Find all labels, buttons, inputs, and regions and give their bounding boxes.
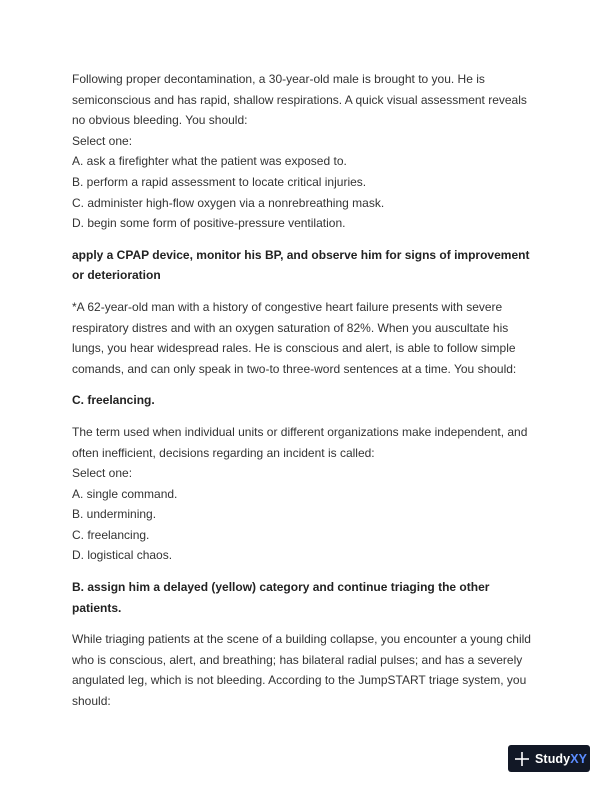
option-a: A. ask a firefighter what the patient was exposed to.: [72, 154, 347, 169]
question-4: [72, 629, 542, 711]
option-d: D. logistical chaos.: [72, 548, 173, 563]
answer-1-line: or deterioration: [72, 268, 161, 283]
answer-1: [72, 245, 542, 286]
question-1-line: no obvious bleeding. You should:: [72, 113, 248, 128]
question-1-line: semiconscious and has rapid, shallow respirations. A quick visual assessment reveals: [72, 92, 527, 107]
question-3-line: often inefficient, decisions regarding an incident is called:: [72, 445, 375, 460]
select-one-label: Select one:: [72, 466, 133, 481]
option-c: C. administer high-flow oxygen via a nonrebreathing mask.: [72, 195, 385, 210]
answer-3-line: patients.: [72, 600, 122, 615]
question-3: [72, 422, 542, 566]
answer-3: [72, 577, 542, 618]
question-4-line: angulated leg, which is not bleeding. According to the JumpSTART triage system, you: [72, 673, 527, 688]
question-1: [72, 69, 542, 234]
answer-1-line: apply a CPAP device, monitor his BP, and observe him for signs of improvement: [72, 247, 530, 262]
studyxy-badge[interactable]: [508, 745, 590, 772]
option-b: B. undermining.: [72, 507, 157, 522]
answer-2: [72, 390, 542, 411]
question-2-line: comands, and can only speak in two-to three-word sentences at a time. You should:: [72, 361, 517, 376]
brand-logo-text: [535, 752, 587, 766]
brand-accent: XY: [570, 751, 588, 766]
question-4-line: who is conscious, alert, and breathing; has bilateral radial pulses; and has a severely: [72, 652, 523, 667]
option-c: C. freelancing.: [72, 527, 150, 542]
answer-3-line: B. assign him a delayed (yellow) category and continue triaging the other: [72, 580, 490, 595]
option-d: D. begin some form of positive-pressure ventilation.: [72, 216, 346, 231]
question-2-line: *A 62-year-old man with a history of congestive heart failure presents with severe: [72, 299, 503, 314]
question-4-line: should:: [72, 694, 111, 709]
option-b: B. perform a rapid assessment to locate critical injuries.: [72, 174, 367, 189]
question-2-line: respiratory distres and with an oxygen saturation of 82%. When you auscultate his: [72, 320, 509, 335]
question-3-line: The term used when individual units or different organizations make independent, and: [72, 424, 528, 439]
document-body: [72, 69, 542, 712]
question-2-line: lungs, you hear widespread rales. He is conscious and alert, is able to follow simple: [72, 341, 516, 356]
plus-icon: [514, 751, 530, 767]
question-2: [72, 297, 542, 379]
question-1-line: Following proper decontamination, a 30-year-old male is brought to you. He is: [72, 72, 485, 86]
question-4-line: While triaging patients at the scene of a building collapse, you encounter a young child: [72, 632, 531, 647]
option-a: A. single command.: [72, 486, 178, 501]
answer-2-line: C. freelancing.: [72, 393, 155, 408]
brand-main: Study: [535, 751, 571, 766]
select-one-label: Select one:: [72, 133, 133, 148]
